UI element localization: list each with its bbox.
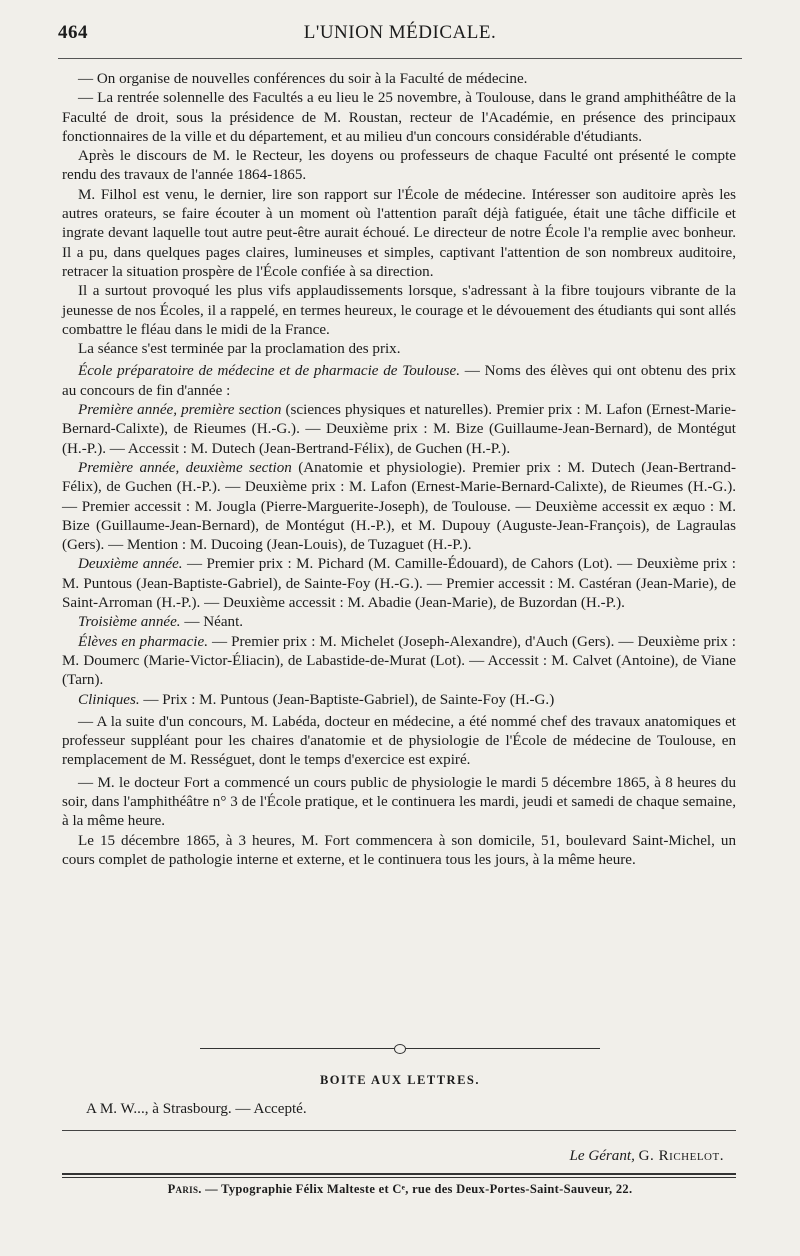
signature-name: G. Richelot. — [638, 1148, 724, 1164]
paragraph: — M. le docteur Fort a commencé un cours public de physiologie le mardi 5 décembre 1865, à 8 heures du soir, dans l'amphithéâtre n° 3 de l'École pratique, et le continuera les mardi, jeudi et samedi de chaque semaine, à la même heure. — [62, 774, 736, 830]
bottom-rule-thin — [62, 1177, 736, 1178]
paragraph: Il a surtout provoqué les plus vifs applaudissements lorsque, s'adressant à la fibre toujours vibrante de la jeunesse de nos Écoles, il a rappelé, en termes heureux, le courage et le dévouement des étudiants qui sont allés combattre le fléau dans le midi de la France. — [62, 283, 736, 338]
paragraph: Première année, deuxième section (Anatomie et physiologie). Premier prix : M. Dutech (Jean-Bertrand-Félix), de Guchen (H.-P.). — Deuxième prix : M. Lafon (Ernest-Marie-Bernard-Calixte), de Rieumes (H.-G.). — Premier accessit : M. Jougla (Pierre-Marguerite-Joseph), de Toulouse. — Deuxième accessit ex æquo : M. Bize (Guillaume-Jean-Bernard), de Montégut (H.-P.), et M. Dupouy (Auguste-Jean-François), de Lagraulas (Gers). — Mention : M. Ducoing (Jean-Louis), de Tuzaguet (H.-P.). — [62, 459, 736, 554]
imprint-text: — Typographie Félix Malteste et Cᵉ, rue des Deux-Portes-Saint-Sauveur, 22. — [201, 1182, 633, 1196]
paragraph: Deuxième année. — Premier prix : M. Pichard (M. Camille-Édouard), de Cahors (Lot). — Deuxième prix : M. Puntous (Jean-Baptiste-Gabriel), de Sainte-Foy (H.-G.). — Premier accessit : M. Castéran (Jean-Marie), de Saint-Arroman (H.-P.). — Deuxième accessit : M. Abadie (Jean-Marie), de Buzordan (H.-P.). — [62, 556, 736, 612]
paragraph: Cliniques. — Prix : M. Puntous (Jean-Baptiste-Gabriel), de Sainte-Foy (H.-G.) — [78, 691, 555, 708]
mailbox-entry: A M. W..., à Strasbourg. — Accepté. — [86, 1101, 307, 1117]
rule-knot-ornament — [394, 1044, 406, 1054]
divider-rule — [62, 1130, 736, 1131]
bottom-rule — [62, 1173, 736, 1175]
paragraph: Troisième année. — Néant. — [78, 614, 244, 631]
paragraph: La séance s'est terminée par la proclamation des prix. — [78, 341, 401, 358]
imprint-city: Paris. — [167, 1182, 202, 1196]
printer-imprint — [0, 1182, 800, 1197]
article-body — [62, 70, 736, 870]
signature-label: Le Gérant, — [569, 1148, 635, 1164]
paragraph: Élèves en pharmacie. — Premier prix : M. Michelet (Joseph-Alexandre), d'Auch (Gers). — Deuxième prix : M. Doumerc (Marie-Victor-Éliacin), de Labastide-de-Murat (Lot). — Accessit : M. Calvet (Antoine), de Viane (Tarn). — [62, 633, 736, 689]
paragraph: Après le discours de M. le Recteur, les doyens ou professeurs de chaque Faculté ont présenté le compte rendu des travaux de l'année 1864-1865. — [62, 148, 736, 184]
page-header — [58, 22, 742, 52]
journal-title: L'UNION MÉDICALE. — [303, 22, 497, 43]
mailbox-heading: BOITE AUX LETTRES. — [319, 1073, 481, 1087]
paragraph: M. Filhol est venu, le dernier, lire son rapport sur l'École de médecine. Intéresser son auditoire après les autres orateurs, se faire écouter à un moment où l'attention paraît déjà fatiguée, était une tâche difficile et ingrate devant laquelle tout autre peut-être aurait échoué. Le directeur de notre École l'a remplie avec bonheur. Il a pu, dans quelques pages claires, lumineuses et simples, captivant l'attention de son nombreux auditoire, retracer la situation prospère de l'École confiée à sa direction. — [62, 186, 736, 280]
paragraph: — La rentrée solennelle des Facultés a eu lieu le 25 novembre, à Toulouse, dans le grand amphithéâtre de la Faculté de droit, sous la présidence de M. Roustan, recteur de l'Académie, en présence des principaux fonctionnaires de la ville et du département, et au milieu d'un concours considérable d'étudiants. — [62, 90, 736, 145]
paragraph: — A la suite d'un concours, M. Labéda, docteur en médecine, a été nommé chef des travaux anatomiques et professeur suppléant pour les chaires d'anatomie et de physiologie de l'École de médecine de Toulouse, en remplacement de M. Rességuet, dont le temps d'exercice est expiré. — [62, 713, 736, 769]
paragraph: École préparatoire de médecine et de pharmacie de Toulouse. — Noms des élèves qui ont obtenu des prix au concours de fin d'année : — [62, 363, 736, 399]
paragraph: Première année, première section (sciences physiques et naturelles). Premier prix : M. Lafon (Ernest-Marie-Bernard-Calixte), de Rieumes (H.-G.). — Deuxième prix : M. Bize (Guillaume-Jean-Bernard), de Montégut (H.-P.). — Accessit : M. Dutech (Jean-Bertrand-Félix), de Guchen (H.-P.). — [62, 402, 736, 457]
header-rule — [58, 58, 742, 59]
signature — [569, 1148, 724, 1165]
page-number: 464 — [58, 22, 88, 43]
ornamental-rule — [200, 1044, 600, 1054]
paragraph: Le 15 décembre 1865, à 3 heures, M. Fort commencera à son domicile, 51, boulevard Saint-Michel, un cours complet de pathologie interne et externe, et le continuera tous les jours, à la même heure. — [62, 832, 736, 868]
paragraph: — On organise de nouvelles conférences du soir à la Faculté de médecine. — [78, 71, 528, 87]
